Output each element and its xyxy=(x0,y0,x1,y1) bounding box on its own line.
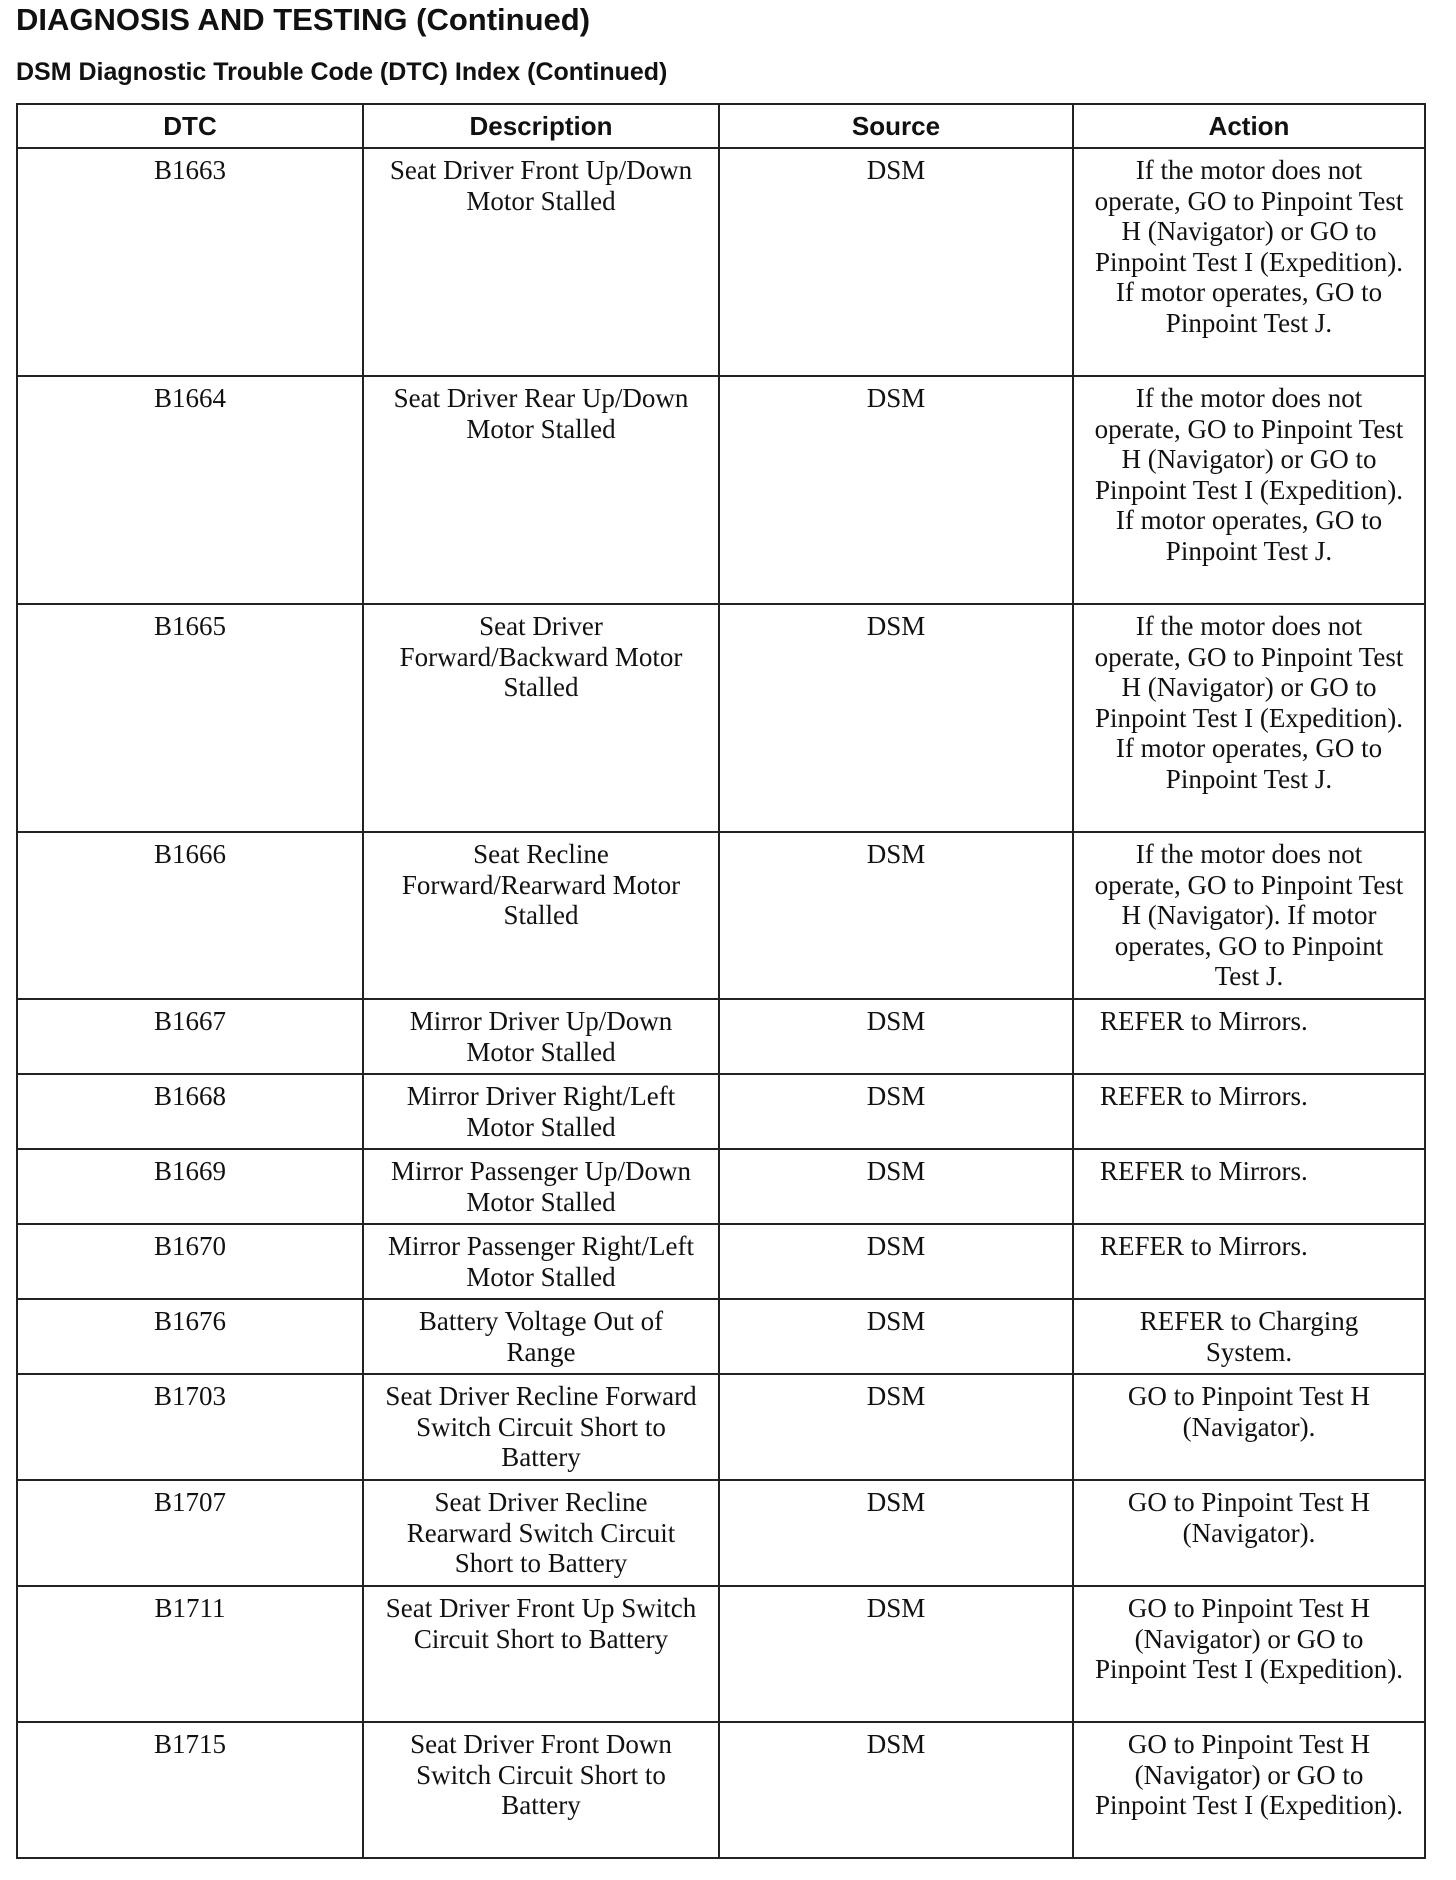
dtc-code: B1669 xyxy=(17,1149,363,1224)
dtc-code: B1707 xyxy=(17,1480,363,1586)
dtc-action: GO to Pinpoint Test H (Navigator) or GO to Pinpoint Test I (Expedition). xyxy=(1073,1586,1425,1722)
column-header-action: Action xyxy=(1073,104,1425,148)
dtc-source: DSM xyxy=(719,148,1073,376)
dtc-description: Seat Driver Front Up Switch Circuit Short to Battery xyxy=(363,1586,719,1722)
dtc-source: DSM xyxy=(719,1374,1073,1480)
dtc-source: DSM xyxy=(719,1299,1073,1374)
column-header-source: Source xyxy=(719,104,1073,148)
table-header-row xyxy=(17,104,1425,148)
dtc-code: B1664 xyxy=(17,376,363,604)
dtc-action: REFER to Mirrors. xyxy=(1073,1074,1425,1149)
table-row xyxy=(17,999,1425,1074)
column-header-dtc: DTC xyxy=(17,104,363,148)
table-row xyxy=(17,376,1425,604)
dtc-description: Battery Voltage Out of Range xyxy=(363,1299,719,1374)
dtc-index-table xyxy=(16,103,1426,1859)
dtc-code: B1703 xyxy=(17,1374,363,1480)
table-row xyxy=(17,1074,1425,1149)
dtc-description: Seat Driver Rear Up/Down Motor Stalled xyxy=(363,376,719,604)
dtc-code: B1665 xyxy=(17,604,363,832)
dtc-action: If the motor does not operate, GO to Pinpoint Test H (Navigator). If motor operates, GO to Pinpoint Test J. xyxy=(1073,832,1425,999)
table-row xyxy=(17,1480,1425,1586)
table-row xyxy=(17,1586,1425,1722)
dtc-code: B1663 xyxy=(17,148,363,376)
dtc-source: DSM xyxy=(719,832,1073,999)
dtc-action: REFER to Mirrors. xyxy=(1073,1224,1425,1299)
dtc-description: Mirror Passenger Up/Down Motor Stalled xyxy=(363,1149,719,1224)
dtc-source: DSM xyxy=(719,1480,1073,1586)
dtc-code: B1668 xyxy=(17,1074,363,1149)
dtc-action: If the motor does not operate, GO to Pinpoint Test H (Navigator) or GO to Pinpoint Test I (Expedition). If motor operates, GO to Pinpoint Test J. xyxy=(1073,604,1425,832)
dtc-description: Seat Driver Recline Forward Switch Circuit Short to Battery xyxy=(363,1374,719,1480)
dtc-code: B1711 xyxy=(17,1586,363,1722)
dtc-action: REFER to Mirrors. xyxy=(1073,1149,1425,1224)
dtc-code: B1676 xyxy=(17,1299,363,1374)
dtc-description: Seat Recline Forward/Rearward Motor Stalled xyxy=(363,832,719,999)
dtc-source: DSM xyxy=(719,1722,1073,1858)
dtc-description: Mirror Driver Up/Down Motor Stalled xyxy=(363,999,719,1074)
dtc-source: DSM xyxy=(719,1224,1073,1299)
dtc-source: DSM xyxy=(719,1149,1073,1224)
dtc-source: DSM xyxy=(719,376,1073,604)
dtc-action: If the motor does not operate, GO to Pinpoint Test H (Navigator) or GO to Pinpoint Test I (Expedition). If motor operates, GO to Pinpoint Test J. xyxy=(1073,376,1425,604)
table-row xyxy=(17,1722,1425,1858)
table-row xyxy=(17,1149,1425,1224)
dtc-source: DSM xyxy=(719,604,1073,832)
dtc-description: Seat Driver Recline Rearward Switch Circuit Short to Battery xyxy=(363,1480,719,1586)
dtc-action: If the motor does not operate, GO to Pinpoint Test H (Navigator) or GO to Pinpoint Test I (Expedition). If motor operates, GO to Pinpoint Test J. xyxy=(1073,148,1425,376)
dtc-code: B1715 xyxy=(17,1722,363,1858)
dtc-action: REFER to Charging System. xyxy=(1073,1299,1425,1374)
dtc-action: GO to Pinpoint Test H (Navigator). xyxy=(1073,1374,1425,1480)
section-title: DSM Diagnostic Trouble Code (DTC) Index (Continued) xyxy=(16,58,668,86)
dtc-source: DSM xyxy=(719,999,1073,1074)
dtc-code: B1670 xyxy=(17,1224,363,1299)
dtc-action: GO to Pinpoint Test H (Navigator). xyxy=(1073,1480,1425,1586)
table-row xyxy=(17,1374,1425,1480)
page-title: DIAGNOSIS AND TESTING (Continued) xyxy=(16,2,591,37)
column-header-description: Description xyxy=(363,104,719,148)
dtc-action: REFER to Mirrors. xyxy=(1073,999,1425,1074)
dtc-source: DSM xyxy=(719,1586,1073,1722)
table-row xyxy=(17,832,1425,999)
table-row xyxy=(17,148,1425,376)
dtc-description: Seat Driver Forward/Backward Motor Stalled xyxy=(363,604,719,832)
dtc-action: GO to Pinpoint Test H (Navigator) or GO to Pinpoint Test I (Expedition). xyxy=(1073,1722,1425,1858)
dtc-source: DSM xyxy=(719,1074,1073,1149)
dtc-code: B1667 xyxy=(17,999,363,1074)
table-row xyxy=(17,604,1425,832)
dtc-description: Mirror Driver Right/Left Motor Stalled xyxy=(363,1074,719,1149)
table-row xyxy=(17,1224,1425,1299)
table-row xyxy=(17,1299,1425,1374)
dtc-description: Mirror Passenger Right/Left Motor Stalled xyxy=(363,1224,719,1299)
dtc-code: B1666 xyxy=(17,832,363,999)
dtc-description: Seat Driver Front Down Switch Circuit Short to Battery xyxy=(363,1722,719,1858)
dtc-description: Seat Driver Front Up/Down Motor Stalled xyxy=(363,148,719,376)
